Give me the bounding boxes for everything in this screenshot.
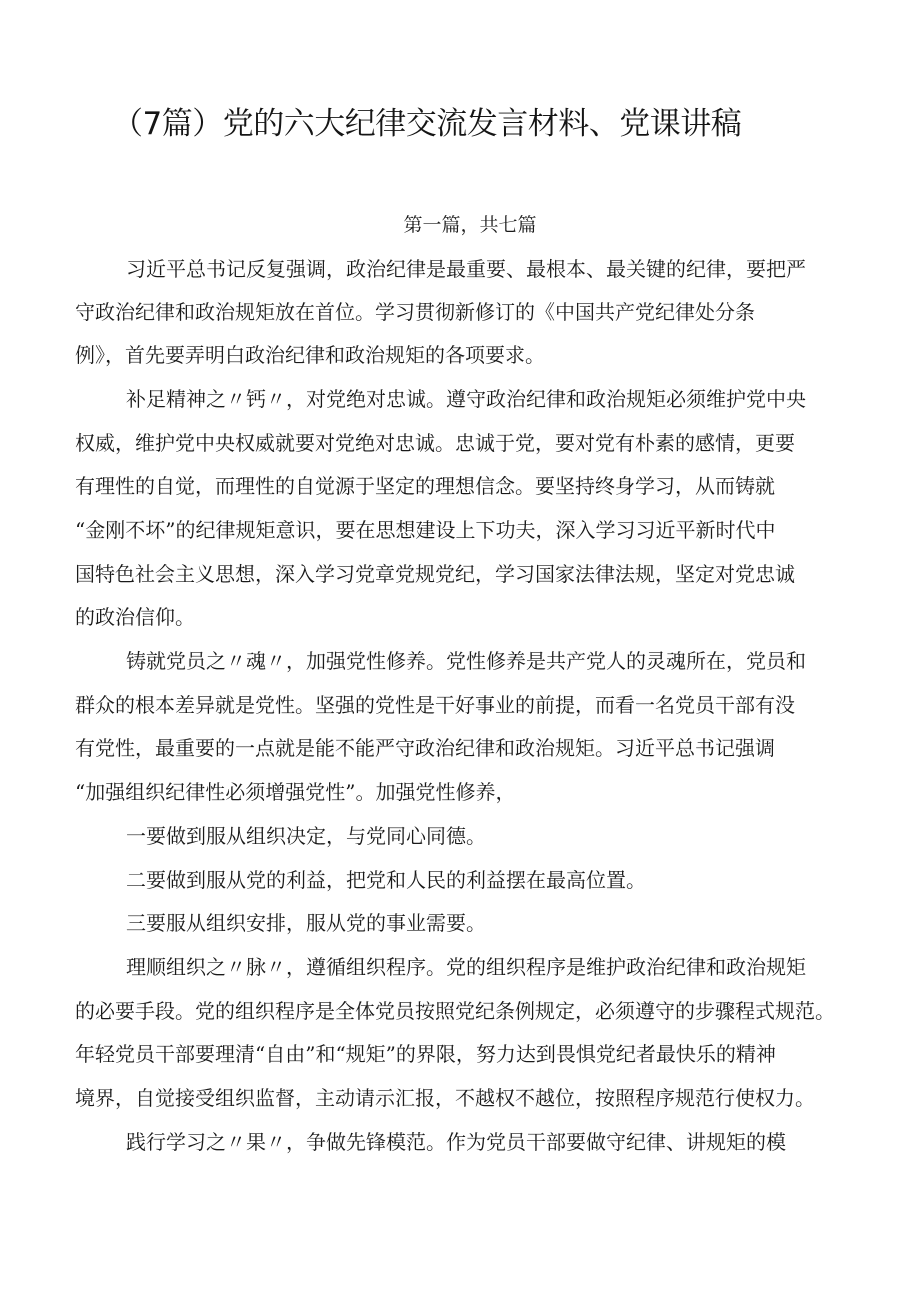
body-line: 年轻党员干部要理清“自由”和“规矩”的界限，努力达到畏惧党纪者最快乐的精神 (75, 1042, 776, 1066)
body-line: 守政治纪律和政治规矩放在首位。学习贯彻新修订的《中国共产党纪律处分条 (75, 300, 755, 324)
body-line: 境界，自觉接受组织监督，主动请示汇报，不越权不越位，按照程序规范行使权力。 (75, 1086, 815, 1110)
section-heading: 第一篇，共七篇 (403, 214, 537, 236)
body-line: 践行学习之〃果〃，争做先锋模范。作为党员干部要做守纪律、讲规矩的模 (126, 1130, 786, 1154)
body-line: 三要服从组织安排，服从党的事业需要。 (126, 911, 486, 935)
body-line: 铸就党员之〃魂〃，加强党性修养。党性修养是共产党人的灵魂所在，党员和 (126, 649, 806, 673)
body-line: 二要做到服从党的利益，把党和人民的利益摆在最高位置。 (126, 868, 646, 892)
body-line: 补足精神之〃钙〃，对党绝对忠诚。遵守政治纪律和政治规矩必须维护党中央 (126, 387, 806, 411)
body-line: 有理性的自觉，而理性的自觉源于坚定的理想信念。要坚持终身学习，从而铸就 (75, 474, 775, 498)
document-title: （7篇）党的六大纪律交流发言材料、党课讲稿 (112, 106, 742, 142)
body-line: 的政治信仰。 (75, 605, 195, 629)
body-line: 的必要手段。党的组织程序是全体党员按照党纪条例规定，必须遵守的步骤程式规范。 (75, 999, 835, 1023)
body-line: “加强组织纪律性必须增强党性”。加强党性修养， (75, 780, 516, 804)
body-line: 理顺组织之〃脉〃，遵循组织程序。党的组织程序是维护政治纪律和政治规矩 (126, 955, 806, 979)
body-line: 群众的根本差异就是党性。坚强的党性是干好事业的前提，而看一名党员干部有没 (75, 693, 795, 717)
body-line: 例》，首先要弄明白政治纪律和政治规矩的各项要求。 (75, 343, 545, 367)
body-line: 权威，维护党中央权威就要对党绝对忠诚。忠诚于党，要对党有朴素的感情，更要 (75, 431, 795, 455)
body-line: “金刚不坏”的纪律规矩意识，要在思想建设上下功夫，深入学习习近平新时代中 (75, 518, 776, 542)
body-line: 国特色社会主义思想，深入学习党章党规党纪，学习国家法律法规，坚定对党忠诚 (75, 562, 795, 586)
body-line: 有党性，最重要的一点就是能不能严守政治纪律和政治规矩。习近平总书记强调 (75, 736, 775, 760)
body-line: 习近平总书记反复强调，政治纪律是最重要、最根本、最关键的纪律，要把严 (126, 257, 806, 281)
body-line: 一要做到服从组织决定，与党同心同德。 (126, 824, 486, 848)
